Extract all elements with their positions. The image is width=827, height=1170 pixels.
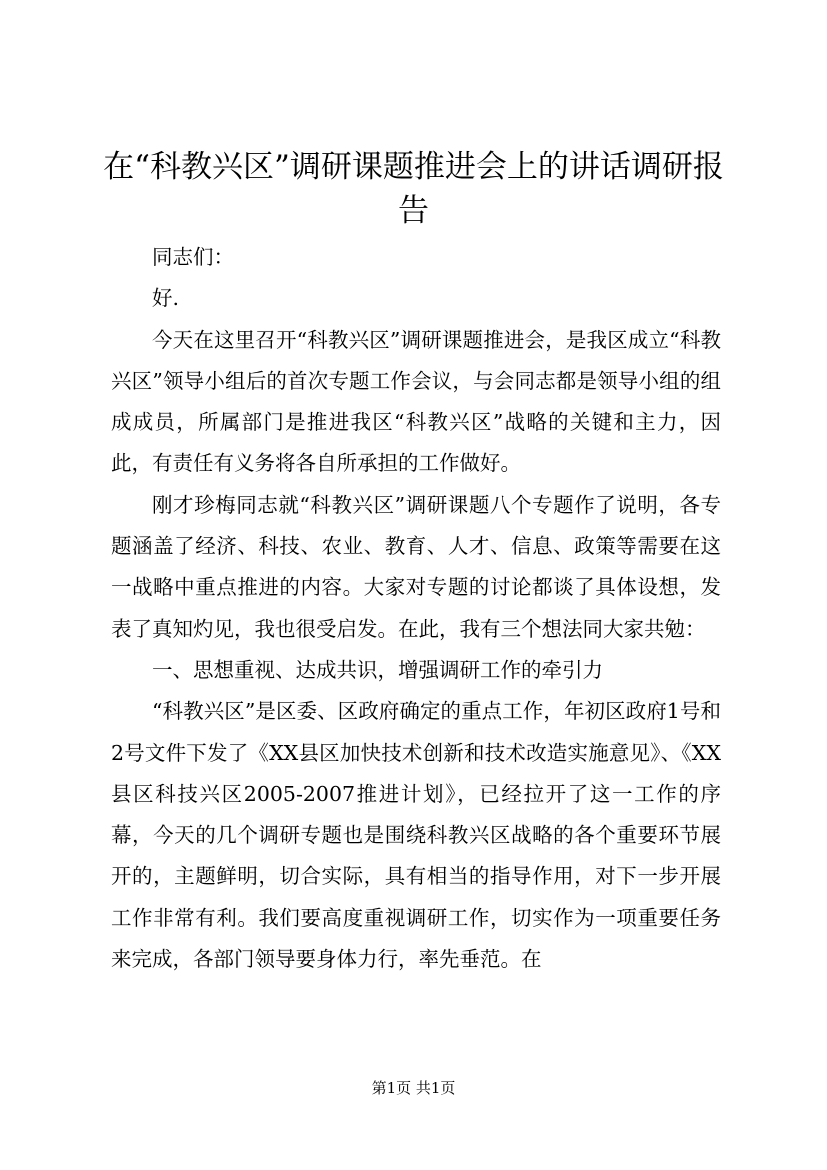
document-body [111, 237, 721, 980]
section-heading-one: 一、思想重视、达成共识，增强调研工作的牵引力 [152, 657, 603, 682]
page-footer: 第1页 共1页 [371, 1079, 456, 1097]
document-title: 在“科教兴区”调研课题推进会上的讲话调研报告 [103, 149, 724, 229]
paragraph-section-one-body: “科教兴区”是区委、区政府确定的重点工作，年初区政府1号和2号文件下发了《XX县区加快技术创新和技术改造实施意见》、《XX县区科技兴区2005-2007推进计划》，已经拉开了这一工作的序幕，今天的几个调研专题也是围绕科教兴区战略的各个重要环节展开的，主题鲜明，切合实际，具有相当的指导作用，对下一步开展工作非常有利。我们要高度重视调研工作，切实作为一项重要任务来完成，各部门领导要身体力行，率先垂范。在 [111, 699, 721, 972]
paragraph-summary: 刚才珍梅同志就“科教兴区”调研课题八个专题作了说明，各专题涵盖了经济、科技、农业、教育、人才、信息、政策等需要在这一战略中重点推进的内容。大家对专题的讨论都谈了具体设想，发表了真知灼见，我也很受启发。在此，我有三个想法同大家共勉： [111, 492, 721, 641]
paragraph-introduction: 今天在这里召开“科教兴区”调研课题推进会，是我区成立“科教兴区”领导小组后的首次专题工作会议，与会同志都是领导小组的组成成员，所属部门是推进我区“科教兴区”战略的关键和主力，因此，有责任有义务将各自所承担的工作做好。 [111, 327, 721, 476]
paragraph-salutation: 同志们： [152, 245, 234, 269]
paragraph-greeting: 好. [152, 286, 180, 311]
